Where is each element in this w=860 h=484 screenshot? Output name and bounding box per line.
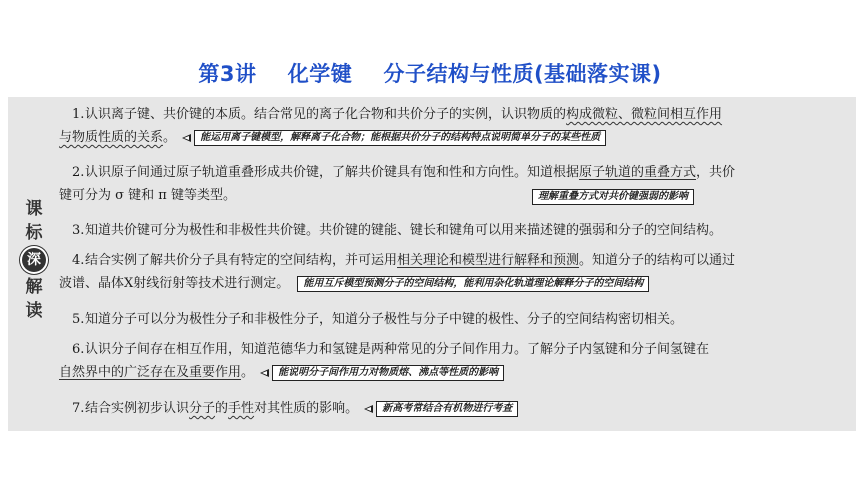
item-text: 的 (215, 401, 229, 416)
emphasis-text: 分子 (189, 401, 216, 416)
item-text: 。 (163, 130, 177, 145)
item-number: 1. (72, 107, 85, 122)
side-label-char: 解 (25, 277, 43, 297)
arrow-left-icon (258, 366, 272, 380)
annotation-note: 新高考常结合有机物进行考查 (376, 401, 518, 417)
item-text: 结合实例了解共价分子具有特定的空间结构，并可运用 (85, 253, 398, 268)
page-title: 第3讲 化学键 分子结构与性质(基础落实课) (198, 62, 662, 86)
list-item (59, 249, 848, 295)
item-text: 键可分为 σ 键和 π 键等类型。 (59, 188, 236, 203)
side-label (14, 197, 54, 323)
annotation-note: 能说明分子间作用力对物质熔、沸点等性质的影响 (272, 365, 504, 381)
emphasis-text: 相关理论和模型进行解释和预测 (397, 253, 580, 268)
emphasis-text: 构成微粒、微粒间相互作用 (566, 107, 723, 122)
list-item (72, 308, 848, 331)
list-item (59, 161, 848, 207)
item-number: 4. (72, 253, 85, 268)
list-item (59, 103, 848, 149)
list-item (59, 338, 848, 384)
list-item (72, 219, 848, 242)
item-number: 2. (72, 165, 85, 180)
item-text: 波谱、晶体X射线衍射等技术进行测定。 (59, 276, 290, 291)
emphasis-text: 自然界中的广泛存在及重要作用 (59, 365, 242, 380)
annotation-note: 能用互斥模型预测分子的空间结构，能利用杂化轨道理论解释分子的空间结构 (297, 276, 649, 292)
item-text: 。 (241, 365, 255, 380)
emphasis-text: 与物质性质的关系 (59, 130, 164, 145)
deep-badge-icon: 深 (22, 248, 46, 272)
item-text: 知道分子可以分为极性分子和非极性分子，知道分子极性与分子中键的极性、分子的空间结构密切相关。 (85, 312, 684, 327)
item-number: 7. (72, 401, 85, 416)
item-text: 认识原子间通过原子轨道重叠形成共价键，了解共价键具有饱和性和方向性。知道根据 (85, 165, 580, 180)
item-number: 3. (72, 223, 85, 238)
annotation-note: 能运用离子键模型，解释离子化合物；能根据共价分子的结构特点说明简单分子的某些性质 (194, 130, 606, 146)
item-number: 5. (72, 312, 85, 327)
item-text: 对其性质的影响。 (254, 401, 359, 416)
side-label-char: 课 (25, 199, 43, 219)
item-text: 认识离子键、共价键的本质。结合常见的离子化合物和共价分子的实例，认识物质的 (85, 107, 567, 122)
item-text: ，共价 (696, 165, 736, 180)
item-text: 。知道分子的结构可以通过 (579, 253, 736, 268)
item-text: 知道共价键可分为极性和非极性共价键。共价键的键能、键长和键角可以用来描述键的强弱和分子的空间结构。 (85, 223, 723, 238)
arrow-left-icon (180, 131, 194, 145)
item-text: 认识分子间存在相互作用，知道范德华力和氢键是两种常见的分子间作用力。了解分子内氢键和分子间氢键在 (85, 342, 710, 357)
side-label-char: 读 (25, 301, 43, 321)
side-label-char: 标 (25, 223, 43, 243)
emphasis-text: 原子轨道的重叠方式 (579, 165, 697, 180)
item-number: 6. (72, 342, 85, 357)
list-item (72, 397, 848, 420)
arrow-left-icon (362, 402, 376, 416)
item-text: 结合实例初步认识 (85, 401, 190, 416)
annotation-note: 理解重叠方式对共价键强弱的影响 (532, 189, 694, 205)
emphasis-text: 手性 (228, 401, 255, 416)
